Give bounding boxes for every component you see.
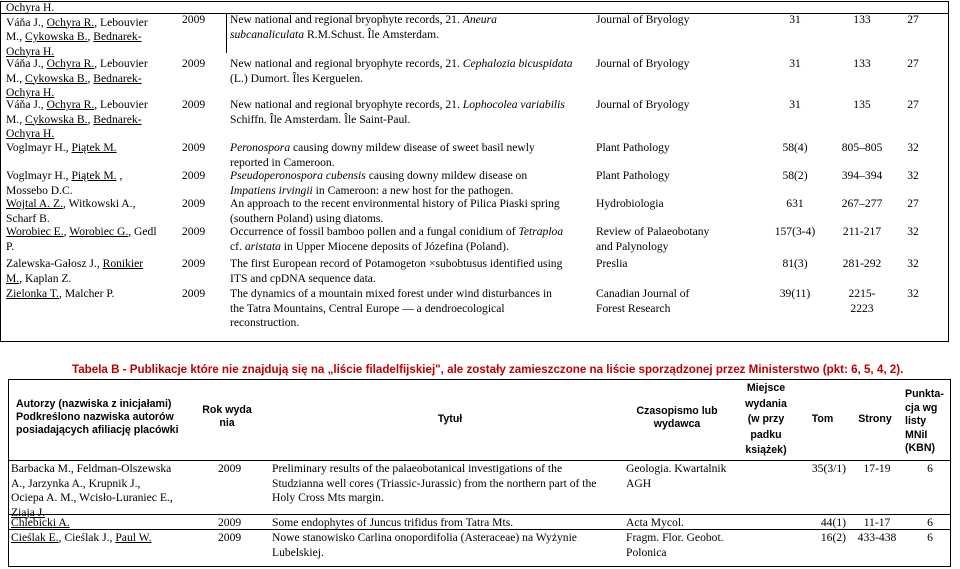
points-cell: 27 [907, 197, 919, 210]
authors-cell-text: Mossebo D.C. [6, 183, 73, 197]
authors-cell [11, 531, 151, 546]
authors-cell-text: Chlebicki A. [11, 516, 70, 529]
title-cell-line [230, 240, 580, 255]
volume-cell: 58(4) [782, 141, 808, 154]
authors-cell [6, 169, 122, 198]
title-cell-line [230, 287, 580, 302]
title-cell-text: Studzianna well cores (Triassic-Jurassic) from the northern part of the [272, 476, 597, 490]
title-cell-text: Peronospora [230, 141, 291, 154]
year-cell: 2009 [182, 257, 206, 270]
authors-cell [6, 1, 148, 59]
authors-cell-line [6, 1, 148, 16]
journal-cell [626, 531, 736, 560]
year-cell: 2009 [182, 197, 206, 210]
title-cell-text: Some endophytes of Juncus trifidus from Tatra Mts. [272, 516, 514, 529]
title-cell-line [272, 477, 622, 492]
authors-cell-text: , [87, 30, 94, 43]
volume-cell: 81(3) [782, 257, 808, 270]
title-cell-text: (southern Poland) using diatoms. [230, 211, 384, 225]
authors-cell-text: , Cieślak J., [58, 531, 116, 544]
volume-cell: 31 [789, 98, 801, 111]
title-cell-line [230, 113, 580, 128]
title-cell-line [230, 316, 580, 331]
title-cell-text: ITS and cpDNA sequence data. [230, 271, 376, 285]
volume-cell: 44(1) [820, 516, 846, 529]
header-volume: Tom [811, 413, 834, 425]
points-cell: 6 [927, 531, 933, 544]
authors-cell-text: M., [6, 30, 26, 43]
authors-cell-text: Cykowska B. [25, 71, 88, 85]
title-cell-line [230, 302, 580, 317]
year-cell: 2009 [218, 531, 242, 544]
authors-cell-line [6, 127, 148, 142]
authors-cell [11, 462, 173, 520]
authors-cell-text: , [63, 225, 70, 238]
authors-cell-text: Barbacka M., Feldman-Olszewska [11, 462, 172, 475]
pages-cell: 211-217 [842, 225, 882, 238]
title-cell-text: An approach to the recent environmental history of Pilica Piaski spring [230, 197, 560, 210]
authors-cell-text: , Witkowski A., [63, 197, 136, 210]
title-cell-line [230, 169, 580, 184]
authors-cell-line [6, 141, 117, 156]
authors-cell-line [11, 462, 173, 477]
title-cell-text: Cephalozia bicuspidata [462, 57, 573, 70]
authors-cell-text: Zalewska-Gałosz J., [6, 257, 103, 270]
title-cell-text: Aneura [462, 13, 497, 26]
title-cell-line [230, 184, 580, 199]
title-cell [230, 98, 580, 127]
title-cell-line [230, 141, 580, 156]
journal-cell-line: Preslia [596, 257, 628, 270]
journal-cell [596, 225, 746, 254]
authors-cell-line [11, 477, 173, 492]
journal-cell-line: Journal of Bryology [596, 98, 690, 111]
authors-cell [6, 257, 143, 286]
authors-cell-text: , [87, 112, 94, 126]
points-cell: 6 [927, 462, 933, 475]
year-cell: 2009 [182, 13, 206, 26]
journal-cell [626, 462, 736, 491]
title-cell [230, 141, 580, 170]
journal-cell [596, 141, 746, 156]
authors-cell-text: Bednarek- [93, 112, 142, 126]
authors-cell [6, 225, 157, 254]
year-cell: 2009 [182, 225, 206, 238]
authors-cell-text: Piątek M. [71, 141, 117, 154]
year-cell: 2009 [218, 516, 242, 529]
points-cell: 32 [907, 169, 919, 182]
authors-cell-text: Piątek M. [71, 169, 117, 182]
authors-cell-line [6, 169, 122, 184]
authors-cell-line [6, 113, 148, 128]
title-cell-line [230, 156, 580, 171]
year-cell: 2009 [182, 141, 206, 154]
journal-cell [596, 257, 746, 272]
authors-cell-text: , Lebouvier [94, 15, 148, 29]
authors-cell [6, 197, 135, 226]
journal-cell-line: AGH [626, 476, 652, 490]
year-cell: 2009 [182, 169, 206, 182]
table-border [8, 566, 951, 567]
volume-cell: 16(2) [820, 531, 846, 544]
points-cell: 27 [907, 13, 919, 26]
authors-cell-text: M., [6, 71, 26, 85]
authors-cell-text: Ociepa A. M., Wcisło-Luraniec E., [11, 491, 173, 504]
title-cell-line [230, 13, 580, 28]
authors-cell-text: , Lebouvier [94, 98, 148, 111]
journal-cell-line: and Palynology [596, 239, 669, 253]
authors-cell-line [6, 197, 135, 212]
title-cell-line [230, 197, 580, 212]
header-authors: Autorzy (nazwiska z inicjałami) Podkreślono nazwiska autorów posiadających afiliację placówki [16, 398, 179, 436]
journal-cell-line: Geologia. Kwartalnik [626, 462, 727, 475]
authors-cell-text: Ronikier [102, 257, 144, 270]
journal-cell [596, 57, 746, 72]
authors-cell-text: , Kaplan Z. [19, 271, 72, 285]
authors-cell [11, 516, 70, 531]
title-cell-line [230, 272, 580, 287]
title-cell-text: The first European record of Potamogeton ×subobtusus identified using [230, 257, 563, 270]
title-cell-line [230, 212, 580, 227]
header-pages: Strony [858, 413, 892, 425]
journal-cell [596, 169, 746, 184]
title-cell-text: cf. [230, 239, 245, 253]
authors-cell-text: Váňa J., [6, 57, 47, 70]
authors-cell [6, 287, 114, 302]
authors-cell-text: , [116, 169, 123, 182]
authors-cell-line [11, 516, 70, 531]
points-cell: 32 [907, 287, 919, 300]
authors-cell-text: Cykowska B. [25, 30, 88, 43]
journal-cell [596, 287, 746, 316]
authors-cell-text: Worobiec E. [6, 225, 64, 238]
authors-cell-text: Ziaja J. [11, 505, 46, 519]
title-cell [230, 197, 580, 226]
authors-cell-text: Wojtal A. Z. [6, 197, 64, 210]
volume-cell: 157(3-4) [774, 225, 816, 238]
header-title: Tytuł [437, 413, 463, 425]
header-points: Punkta- cja wg listy MNiI (KBN) [905, 388, 944, 455]
authors-cell-text: Voglmayr H., [6, 141, 72, 154]
table-border [8, 379, 9, 567]
pages-cell: 17-19 [863, 462, 891, 475]
title-cell-text: New national and regional bryophyte records, 21. [230, 57, 463, 70]
authors-cell-text: M. [6, 271, 20, 285]
journal-cell-line: Plant Pathology [596, 169, 670, 182]
authors-cell-text: , Gedl [128, 225, 157, 238]
journal-cell-line: Canadian Journal of [596, 287, 690, 300]
authors-cell-line [6, 30, 148, 45]
title-cell [230, 57, 580, 86]
pages-cell: 2215- 2223 [848, 287, 876, 315]
journal-cell [596, 197, 746, 212]
authors-cell-line [6, 212, 135, 227]
title-cell-line [272, 531, 622, 546]
authors-cell [6, 57, 148, 101]
authors-cell-text: Scharf B. [6, 211, 50, 225]
authors-cell-text: Ochyra H. [6, 1, 55, 14]
title-cell [272, 531, 622, 560]
title-cell-text: Lophocolea variabilis [462, 98, 565, 111]
authors-cell [6, 98, 148, 142]
authors-cell-line [6, 16, 148, 31]
year-cell: 2009 [182, 287, 206, 300]
authors-cell-line [6, 225, 157, 240]
table-border [0, 341, 949, 342]
journal-cell-line: Fragm. Flor. Geobot. [626, 531, 724, 544]
pages-cell: 11-17 [863, 516, 891, 529]
authors-cell-text: Váňa J., [6, 98, 47, 111]
header-journal: Czasopismo lub wydawca [636, 405, 718, 430]
journal-cell [626, 516, 736, 531]
authors-cell-line [6, 57, 148, 72]
title-cell-text: in Cameroon: a new host for the pathogen. [312, 183, 514, 197]
journal-cell-line: Review of Palaeobotany [596, 225, 710, 238]
authors-cell-line [6, 72, 148, 87]
volume-cell: 31 [789, 13, 801, 26]
title-cell-text: New national and regional bryophyte records, 21. [230, 98, 463, 111]
title-cell-text: (L.) Dumort. Îles Kerguelen. [230, 71, 364, 85]
authors-cell-line [11, 531, 151, 546]
title-cell-line [272, 546, 622, 561]
pages-cell: 135 [853, 98, 871, 111]
authors-cell-text: P. [6, 239, 15, 253]
authors-cell-text: Ochyra H. [6, 86, 55, 99]
title-cell-text: Impatiens irvingii [230, 183, 313, 197]
title-cell-line [230, 57, 580, 72]
journal-cell [596, 98, 746, 113]
authors-cell-text: Paul W. [115, 531, 152, 544]
authors-cell-text: A., Jarzynka A., Krupnik J., [11, 476, 141, 490]
points-cell: 32 [907, 257, 919, 270]
title-cell-text: reported in Cameroon. [230, 155, 335, 169]
journal-cell-line: Hydrobiologia [596, 197, 664, 210]
title-cell-text: the Tatra Mountains, Central Europe — a dendroecological [230, 301, 505, 315]
year-cell: 2009 [218, 462, 242, 475]
title-cell [230, 169, 580, 198]
table-border [226, 13, 227, 53]
pages-cell: 267–277 [841, 197, 883, 210]
authors-cell-text: Ochyra R. [46, 57, 95, 70]
volume-cell: 35(3/1) [811, 462, 846, 475]
title-cell-line [230, 225, 580, 240]
authors-cell-text: Bednarek- [93, 30, 142, 43]
points-cell: 32 [907, 225, 919, 238]
header-place: Miejsce wydania (w przy padku książek) [745, 382, 787, 457]
authors-cell-line [6, 257, 143, 272]
table-border [8, 379, 951, 380]
title-cell-text: Pseudoperonospora cubensis [230, 169, 366, 182]
authors-cell-text: , [87, 71, 94, 85]
points-cell: 32 [907, 141, 919, 154]
title-cell-line [230, 257, 580, 272]
title-cell-text: causing downy mildew disease on [365, 169, 528, 182]
journal-cell-line: Forest Research [596, 301, 671, 315]
points-cell: 27 [907, 98, 919, 111]
authors-cell-text: , Malcher P. [59, 287, 115, 300]
table-b-caption: Tabela B - Publikacje które nie znajdują się na „liście filadelfijskiej", ale zostały zamieszczone na liście sporządzonej przez Ministerstwo (pkt: 6, 5, 4, 2). [72, 363, 904, 376]
title-cell-text: Preliminary results of the palaeobotanical investigations of the [272, 462, 563, 475]
pages-cell: 433-438 [857, 531, 897, 544]
authors-cell-text: Voglmayr H., [6, 169, 72, 182]
title-cell-line [272, 462, 622, 477]
authors-cell-line [11, 491, 173, 506]
authors-cell-line [6, 184, 122, 199]
pages-cell: 133 [853, 57, 871, 70]
title-cell [230, 225, 580, 254]
title-cell-text: Holy Cross Mts margin. [272, 491, 384, 504]
authors-cell-text: , Lebouvier [94, 57, 148, 70]
title-cell [230, 287, 580, 331]
title-cell [230, 13, 580, 42]
journal-cell-line: Plant Pathology [596, 141, 670, 154]
authors-cell-text: Bednarek- [93, 71, 142, 85]
pages-cell: 805–805 [841, 141, 883, 154]
title-cell-text: causing downy mildew disease of sweet basil newly [290, 141, 535, 154]
volume-cell: 631 [786, 197, 804, 210]
authors-cell-text: Cieślak E. [11, 531, 59, 544]
authors-cell-line [6, 272, 143, 287]
title-cell [272, 462, 622, 506]
authors-cell-text: Zielonka T. [6, 287, 60, 300]
header-year: Rok wyda nia [202, 404, 252, 429]
title-cell [272, 516, 622, 531]
authors-cell-line [6, 98, 148, 113]
title-cell-line [230, 28, 580, 43]
authors-cell-text: Ochyra R. [46, 15, 95, 29]
authors-cell-text: Ochyra R. [46, 98, 95, 111]
journal-cell [596, 13, 746, 28]
title-cell-text: The dynamics of a mountain mixed forest under wind disturbances in [230, 287, 552, 300]
title-cell-text: in Upper Miocene deposits of Józefina (Poland). [280, 239, 509, 253]
title-cell-text: New national and regional bryophyte records, 21. [230, 13, 463, 26]
authors-cell-line [6, 240, 157, 255]
points-cell: 27 [907, 57, 919, 70]
title-cell-text: R.M.Schust. Île Amsterdam. [304, 27, 440, 41]
volume-cell: 58(2) [782, 169, 808, 182]
title-cell-line [230, 98, 580, 113]
title-cell-text: Schiffn. Île Amsterdam. Île Saint-Paul. [230, 112, 411, 126]
title-cell-line [272, 491, 622, 506]
table-border [948, 1, 949, 341]
volume-cell: 31 [789, 57, 801, 70]
title-cell [230, 257, 580, 286]
table-border [8, 460, 951, 461]
authors-cell-text: Worobiec G. [69, 225, 129, 238]
authors-cell-text: Váňa J., [6, 15, 47, 29]
title-cell-text: Lubelskiej. [272, 545, 324, 559]
authors-cell-text: M., [6, 112, 26, 126]
pages-cell: 133 [853, 13, 871, 26]
authors-cell-line [6, 287, 114, 302]
volume-cell: 39(11) [779, 287, 811, 300]
title-cell-text: Tetraploa [518, 225, 564, 238]
title-cell-line [230, 72, 580, 87]
title-cell-text: Occurrence of fossil bamboo pollen and a fungal conidium of [230, 225, 519, 238]
year-cell: 2009 [182, 98, 206, 111]
title-cell-line [272, 516, 622, 531]
authors-cell-text: Cykowska B. [25, 112, 88, 126]
year-cell: 2009 [182, 57, 206, 70]
authors-cell [6, 141, 117, 156]
table-border [0, 1, 1, 341]
title-cell-text: Nowe stanowisko Carlina onopordifolia (Asteraceae) na Wyżynie [272, 531, 577, 544]
journal-cell-line: Polonica [626, 545, 667, 559]
title-cell-text: reconstruction. [230, 316, 300, 329]
points-cell: 6 [927, 516, 933, 529]
authors-cell-text: Ochyra H. [6, 127, 55, 140]
journal-cell-line: Acta Mycol. [626, 516, 684, 529]
journal-cell-line: Journal of Bryology [596, 13, 690, 26]
title-cell-text: subcanaliculata [230, 27, 305, 41]
title-cell-text: aristata [244, 239, 281, 253]
pages-cell: 281-292 [842, 257, 882, 270]
pages-cell: 394–394 [841, 169, 883, 182]
journal-cell-line: Journal of Bryology [596, 57, 690, 70]
authors-cell-text: Ochyra H. [6, 44, 55, 58]
